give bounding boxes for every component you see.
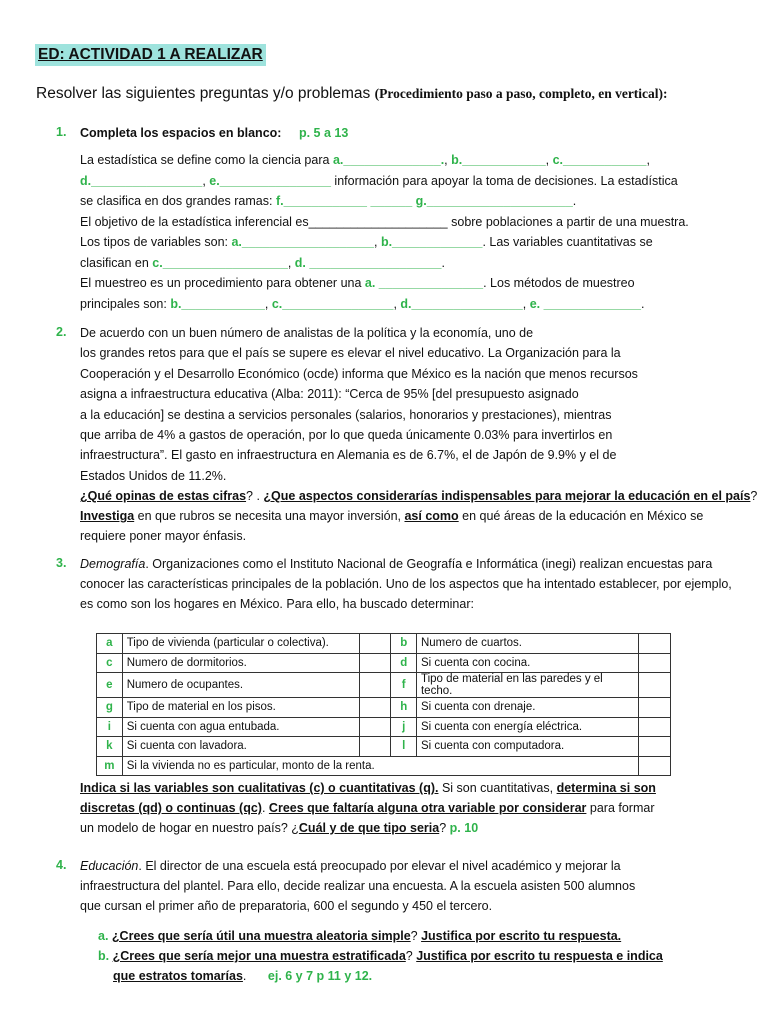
q4-item-b-cont: que estratos tomarías. ej. 6 y 7 p 11 y 12. xyxy=(113,969,373,983)
q1-heading xyxy=(80,123,348,143)
answer-cell[interactable] xyxy=(359,634,391,654)
q3-line-2: conocer las características principales de la población. Uno de los aspectos que ha intentado establecer, por ejemplo, xyxy=(80,577,732,591)
q3-page-ref: p. 10 xyxy=(449,821,479,835)
variable-letter: h xyxy=(391,698,417,718)
variable-description: Tipo de material en las paredes y el techo. xyxy=(416,673,638,698)
q2-line: Cooperación y el Desarrollo Económico (ocde) informa que México es la nación que menos recursos xyxy=(80,366,638,381)
q1-line: se clasifica en dos grandes ramas: f.____________ ______ g._____________________. xyxy=(80,194,577,208)
answer-cell[interactable] xyxy=(639,673,671,698)
table-row xyxy=(97,634,671,654)
q3-after-2: discretas (qd) o continuas (qc). Crees que faltaría alguna otra variable por considerar para formar xyxy=(80,801,655,815)
q4-number: 4. xyxy=(56,858,67,872)
answer-cell[interactable] xyxy=(639,698,671,718)
answer-cell[interactable] xyxy=(639,653,671,673)
q3-line-1: Demografía. Organizaciones como el Instituto Nacional de Geografía e Informática (inegi) realizan encuestas para xyxy=(80,557,713,571)
q1-page-ref: p. 5 a 13 xyxy=(298,126,349,140)
answer-cell[interactable] xyxy=(639,756,671,776)
instructions-text: Resolver las siguientes preguntas y/o problemas xyxy=(36,85,375,102)
q2-last-line: requiere poner mayor énfasis. xyxy=(80,529,247,543)
answer-cell[interactable] xyxy=(639,717,671,737)
table-row xyxy=(97,737,671,757)
table-row xyxy=(97,756,671,776)
variable-letter: b xyxy=(391,634,417,654)
q2-question-1: ¿Qué opinas de estas cifras xyxy=(80,489,247,503)
q3-number: 3. xyxy=(56,556,67,570)
variable-letter: g xyxy=(97,698,123,718)
variable-description: Si cuenta con cocina. xyxy=(416,653,638,673)
q1-heading-text: Completa los espacios en blanco: xyxy=(80,126,282,140)
q1-line: El objetivo de la estadística inferencial es____________________ sobre poblaciones a partir de una muestra. xyxy=(80,214,689,229)
variable-description: Si cuenta con lavadora. xyxy=(122,737,359,757)
variable-description: Tipo de vivienda (particular o colectiva). xyxy=(122,634,359,654)
answer-cell[interactable] xyxy=(639,737,671,757)
q1-line: principales son: b.____________, c.________________, d.________________, e. ______________. xyxy=(80,296,645,311)
variable-letter: c xyxy=(97,653,123,673)
q3-label: Demografía xyxy=(80,557,146,571)
q4-item-a: a. ¿Crees que sería útil una muestra aleatoria simple? Justifica por escrito tu respuesta. xyxy=(98,929,622,943)
table-row xyxy=(97,698,671,718)
answer-cell[interactable] xyxy=(359,717,391,737)
q2-investiga-line: Investiga en que rubros se necesita una mayor inversión, así como en qué áreas de la educación en México se xyxy=(80,509,704,523)
q2-asi-como: así como xyxy=(404,509,459,523)
variable-description: Si cuenta con drenaje. xyxy=(416,698,638,718)
q4-page-ref: ej. 6 y 7 p 11 y 12. xyxy=(267,969,373,983)
answer-cell[interactable] xyxy=(359,737,391,757)
variable-description: Numero de dormitorios. xyxy=(122,653,359,673)
page-title: ED: ACTIVIDAD 1 A REALIZAR xyxy=(35,44,266,66)
variable-description: Si cuenta con computadora. xyxy=(416,737,638,757)
q2-line: infraestructura”. El gasto en infraestructura en Alemania es de 6.7%, el de Japón de 9.9% y el de xyxy=(80,448,617,463)
q3-after-3: un modelo de hogar en nuestro país? ¿Cuál y de que tipo seria? p. 10 xyxy=(80,821,479,835)
q3-after-1: Indica si las variables son cualitativas (c) o cuantitativas (q). Si son cuantitativas, determina si son xyxy=(80,781,656,795)
q2-line: De acuerdo con un buen número de analistas de la política y la economía, uno de xyxy=(80,326,534,340)
variable-letter: e xyxy=(97,673,123,698)
q2-investiga: Investiga xyxy=(80,509,135,523)
variable-letter: f xyxy=(391,673,417,698)
q2-questions: ¿Qué opinas de estas cifras? . ¿Que aspectos considerarías indispensables para mejorar la educación en el país? xyxy=(80,489,758,503)
answer-cell[interactable] xyxy=(359,698,391,718)
table-row xyxy=(97,653,671,673)
q2-question-2: ¿Que aspectos considerarías indispensables para mejorar la educación en el país xyxy=(263,489,751,503)
q4-line-1: Educación. El director de una escuela está preocupado por elevar el nivel académico y mejorar la xyxy=(80,859,621,873)
variables-table xyxy=(96,633,671,776)
variable-letter: a xyxy=(97,634,123,654)
q1-number: 1. xyxy=(56,125,67,139)
q1-line: El muestreo es un procedimiento para obtener una a. _______________. Los métodos de muestreo xyxy=(80,276,635,290)
variable-letter: d xyxy=(391,653,417,673)
table-row xyxy=(97,717,671,737)
q4-item-b: b. ¿Crees que sería mejor una muestra estratificada? Justifica por escrito tu respuesta e indica xyxy=(98,949,663,963)
variable-description: Si la vivienda no es particular, monto de la renta. xyxy=(122,756,638,776)
q3-line-3: es como son los hogares en México. Para ello, ha buscado determinar: xyxy=(80,597,474,611)
q1-line: clasifican en c.__________________, d. ___________________. xyxy=(80,255,445,270)
q2-line: asigna a infraestructura educativa (Alba: 2011): “Cerca de 95% [del presupuesto asignado xyxy=(80,387,579,402)
q1-line: La estadística se define como la ciencia para a.______________., b.____________, c.____________, xyxy=(80,153,650,167)
variable-letter: k xyxy=(97,737,123,757)
variable-description: Si cuenta con energía eléctrica. xyxy=(416,717,638,737)
instructions xyxy=(36,85,668,103)
q1-line: Los tipos de variables son: a.___________________, b._____________. Las variables cuantitativas se xyxy=(80,235,653,249)
variable-description: Si cuenta con agua entubada. xyxy=(122,717,359,737)
variable-description: Numero de ocupantes. xyxy=(122,673,359,698)
q4-line-3: que cursan el primer año de preparatoria, 600 el segundo y 450 el tercero. xyxy=(80,899,493,913)
variable-letter: m xyxy=(97,756,123,776)
q1-line: d.________________, e.________________ información para apoyar la toma de decisiones. La estadística xyxy=(80,173,678,188)
variable-description: Numero de cuartos. xyxy=(416,634,638,654)
variable-letter: l xyxy=(391,737,417,757)
q2-line: que arriba de 4% a gastos de operación, por lo que queda únicamente 0.03% para invertirlos en xyxy=(80,428,613,442)
q4-line-2: infraestructura del plantel. Para ello, decide realizar una encuesta. A la escuela asisten 500 alumnos xyxy=(80,879,636,893)
instructions-bold: (Procedimiento paso a paso, completo, en vertical): xyxy=(374,86,668,101)
answer-cell[interactable] xyxy=(639,634,671,654)
variable-description: Tipo de material en los pisos. xyxy=(122,698,359,718)
variable-letter: i xyxy=(97,717,123,737)
q4-label: Educación xyxy=(80,859,139,873)
q2-number: 2. xyxy=(56,325,67,339)
q2-line: a la educación] se destina a servicios personales (salarios, honorarios y prestaciones), mientras xyxy=(80,407,612,422)
variable-letter: j xyxy=(391,717,417,737)
q2-line: Estados Unidos de 11.2%. xyxy=(80,468,227,483)
answer-cell[interactable] xyxy=(359,653,391,673)
answer-cell[interactable] xyxy=(359,673,391,698)
q2-line: los grandes retos para que el país se supere es elevar el nivel educativo. La Organización para la xyxy=(80,346,621,361)
table-row xyxy=(97,673,671,698)
